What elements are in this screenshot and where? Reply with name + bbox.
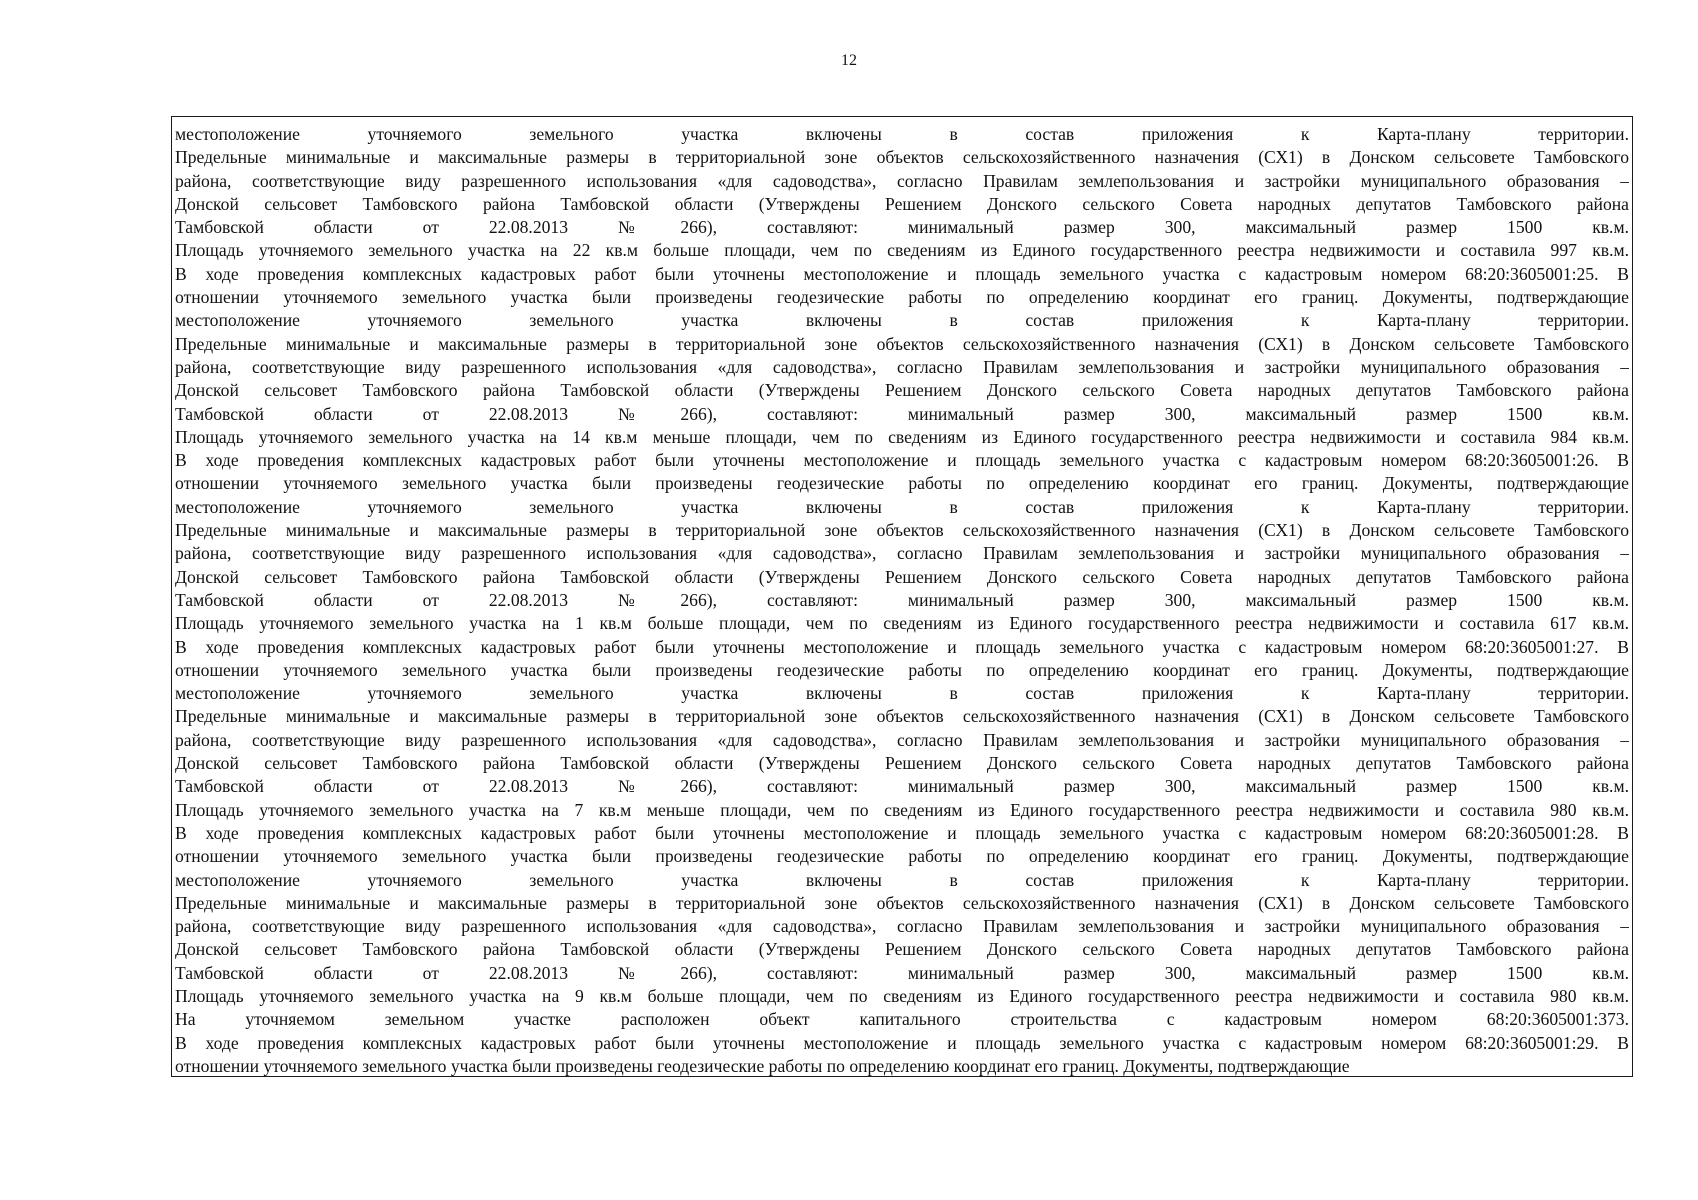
text-line: Донской сельсовет Тамбовского района Тамбовской области (Утверждены Решением Донского сельского Совета народных депутатов Тамбовского района bbox=[175, 193, 1629, 214]
page-number: 12 bbox=[841, 52, 857, 69]
text-line: Тамбовской области от 22.08.2013 №266), составляют: минимальный размер 300, максимальный размер 1500 кв.м. bbox=[175, 589, 1629, 610]
text-line: Донской сельсовет Тамбовского района Тамбовской области (Утверждены Решением Донского сельского Совета народных депутатов Тамбовского района bbox=[175, 566, 1629, 587]
text-line: отношении уточняемого земельного участка были произведены геодезические работы по определению координат его границ. Документы, подтверждающие bbox=[175, 846, 1629, 867]
text-line: Предельные минимальные и максимальные размеры в территориальной зоне объектов сельскохозяйственного назначения (СХ1) в Донском сельсовете Тамбовского bbox=[175, 333, 1629, 354]
text-line: местоположение уточняемого земельного участка включены в состав приложения к Карта-плану территории. bbox=[175, 310, 1629, 331]
text-line: В ходе проведения комплексных кадастровых работ были уточнены местоположение и площадь земельного участка с кадастровым номером 68:20:3605001:26. В bbox=[175, 450, 1629, 471]
text-line: отношении уточняемого земельного участка были произведены геодезические работы по определению координат его границ. Документы, подтверждающие bbox=[175, 1055, 1350, 1076]
text-line: района, соответствующие виду разрешенного использования «для садоводства», согласно Правилам землепользования и застройки муниципального образования – bbox=[175, 729, 1629, 750]
text-line: Донской сельсовет Тамбовского района Тамбовской области (Утверждены Решением Донского сельского Совета народных депутатов Тамбовского района bbox=[175, 939, 1629, 960]
text-line: Тамбовской области от 22.08.2013 №266), составляют: минимальный размер 300, максимальный размер 1500 кв.м. bbox=[175, 403, 1629, 424]
text-line: района, соответствующие виду разрешенного использования «для садоводства», согласно Правилам землепользования и застройки муниципального образования – bbox=[175, 170, 1629, 191]
text-line: Площадь уточняемого земельного участка на 1 кв.м больше площади, чем по сведениям из Единого государственного реестра недвижимости и составила 617 кв.м. bbox=[175, 613, 1629, 634]
text-line: Площадь уточняемого земельного участка на 7 кв.м меньше площади, чем по сведениям из Единого государственного реестра недвижимости и составила 980 кв.м. bbox=[175, 799, 1629, 820]
text-line: В ходе проведения комплексных кадастровых работ были уточнены местоположение и площадь земельного участка с кадастровым номером 68:20:3605001:29. В bbox=[175, 1032, 1629, 1053]
text-line: района, соответствующие виду разрешенного использования «для садоводства», согласно Правилам землепользования и застройки муниципального образования – bbox=[175, 916, 1629, 937]
text-line: района, соответствующие виду разрешенного использования «для садоводства», согласно Правилам землепользования и застройки муниципального образования – bbox=[175, 543, 1629, 564]
text-line: Тамбовской области от 22.08.2013 №266), составляют: минимальный размер 300, максимальный размер 1500 кв.м. bbox=[175, 776, 1629, 797]
text-line: местоположение уточняемого земельного участка включены в состав приложения к Карта-плану территории. bbox=[175, 496, 1629, 517]
text-line: местоположение уточняемого земельного участка включены в состав приложения к Карта-плану территории. bbox=[175, 124, 1629, 144]
text-line: местоположение уточняемого земельного участка включены в состав приложения к Карта-плану территории. bbox=[175, 683, 1629, 704]
text-line: Площадь уточняемого земельного участка на 14 кв.м меньше площади, чем по сведениям из Единого государственного реестра недвижимости и составила 984 кв.м. bbox=[175, 426, 1629, 447]
text-line: Предельные минимальные и максимальные размеры в территориальной зоне объектов сельскохозяйственного назначения (СХ1) в Донском сельсовете Тамбовского bbox=[175, 706, 1629, 727]
text-line: отношении уточняемого земельного участка были произведены геодезические работы по определению координат его границ. Документы, подтверждающие bbox=[175, 659, 1629, 680]
text-line: местоположение уточняемого земельного участка включены в состав приложения к Карта-плану территории. bbox=[175, 869, 1629, 890]
text-line: Предельные минимальные и максимальные размеры в территориальной зоне объектов сельскохозяйственного назначения (СХ1) в Донском сельсовете Тамбовского bbox=[175, 147, 1629, 168]
text-line: Площадь уточняемого земельного участка на 22 кв.м больше площади, чем по сведениям из Единого государственного реестра недвижимости и составила 997 кв.м. bbox=[175, 240, 1629, 261]
text-line: отношении уточняемого земельного участка были произведены геодезические работы по определению координат его границ. Документы, подтверждающие bbox=[175, 473, 1629, 494]
text-line: В ходе проведения комплексных кадастровых работ были уточнены местоположение и площадь земельного участка с кадастровым номером 68:20:3605001:27. В bbox=[175, 636, 1629, 657]
text-line: В ходе проведения комплексных кадастровых работ были уточнены местоположение и площадь земельного участка с кадастровым номером 68:20:3605001:25. В bbox=[175, 263, 1629, 284]
text-line: района, соответствующие виду разрешенного использования «для садоводства», согласно Правилам землепользования и застройки муниципального образования – bbox=[175, 356, 1629, 377]
text-line: Площадь уточняемого земельного участка на 9 кв.м больше площади, чем по сведениям из Единого государственного реестра недвижимости и составила 980 кв.м. bbox=[175, 985, 1629, 1006]
text-line: Предельные минимальные и максимальные размеры в территориальной зоне объектов сельскохозяйственного назначения (СХ1) в Донском сельсовете Тамбовского bbox=[175, 520, 1629, 541]
text-line: В ходе проведения комплексных кадастровых работ были уточнены местоположение и площадь земельного участка с кадастровым номером 68:20:3605001:28. В bbox=[175, 822, 1629, 843]
text-line: Донской сельсовет Тамбовского района Тамбовской области (Утверждены Решением Донского сельского Совета народных депутатов Тамбовского района bbox=[175, 753, 1629, 774]
document-text-box bbox=[171, 116, 1633, 1077]
text-line: Предельные минимальные и максимальные размеры в территориальной зоне объектов сельскохозяйственного назначения (СХ1) в Донском сельсовете Тамбовского bbox=[175, 892, 1629, 913]
text-line: Тамбовской области от 22.08.2013 №266), составляют: минимальный размер 300, максимальный размер 1500 кв.м. bbox=[175, 217, 1629, 238]
text-line: Донской сельсовет Тамбовского района Тамбовской области (Утверждены Решением Донского сельского Совета народных депутатов Тамбовского района bbox=[175, 380, 1629, 401]
text-line: На уточняемом земельном участке расположен объект капитального строительства с кадастровым номером 68:20:3605001:373. bbox=[175, 1009, 1629, 1030]
text-line: отношении уточняемого земельного участка были произведены геодезические работы по определению координат его границ. Документы, подтверждающие bbox=[175, 287, 1629, 308]
text-line: Тамбовской области от 22.08.2013 №266), составляют: минимальный размер 300, максимальный размер 1500 кв.м. bbox=[175, 962, 1629, 983]
